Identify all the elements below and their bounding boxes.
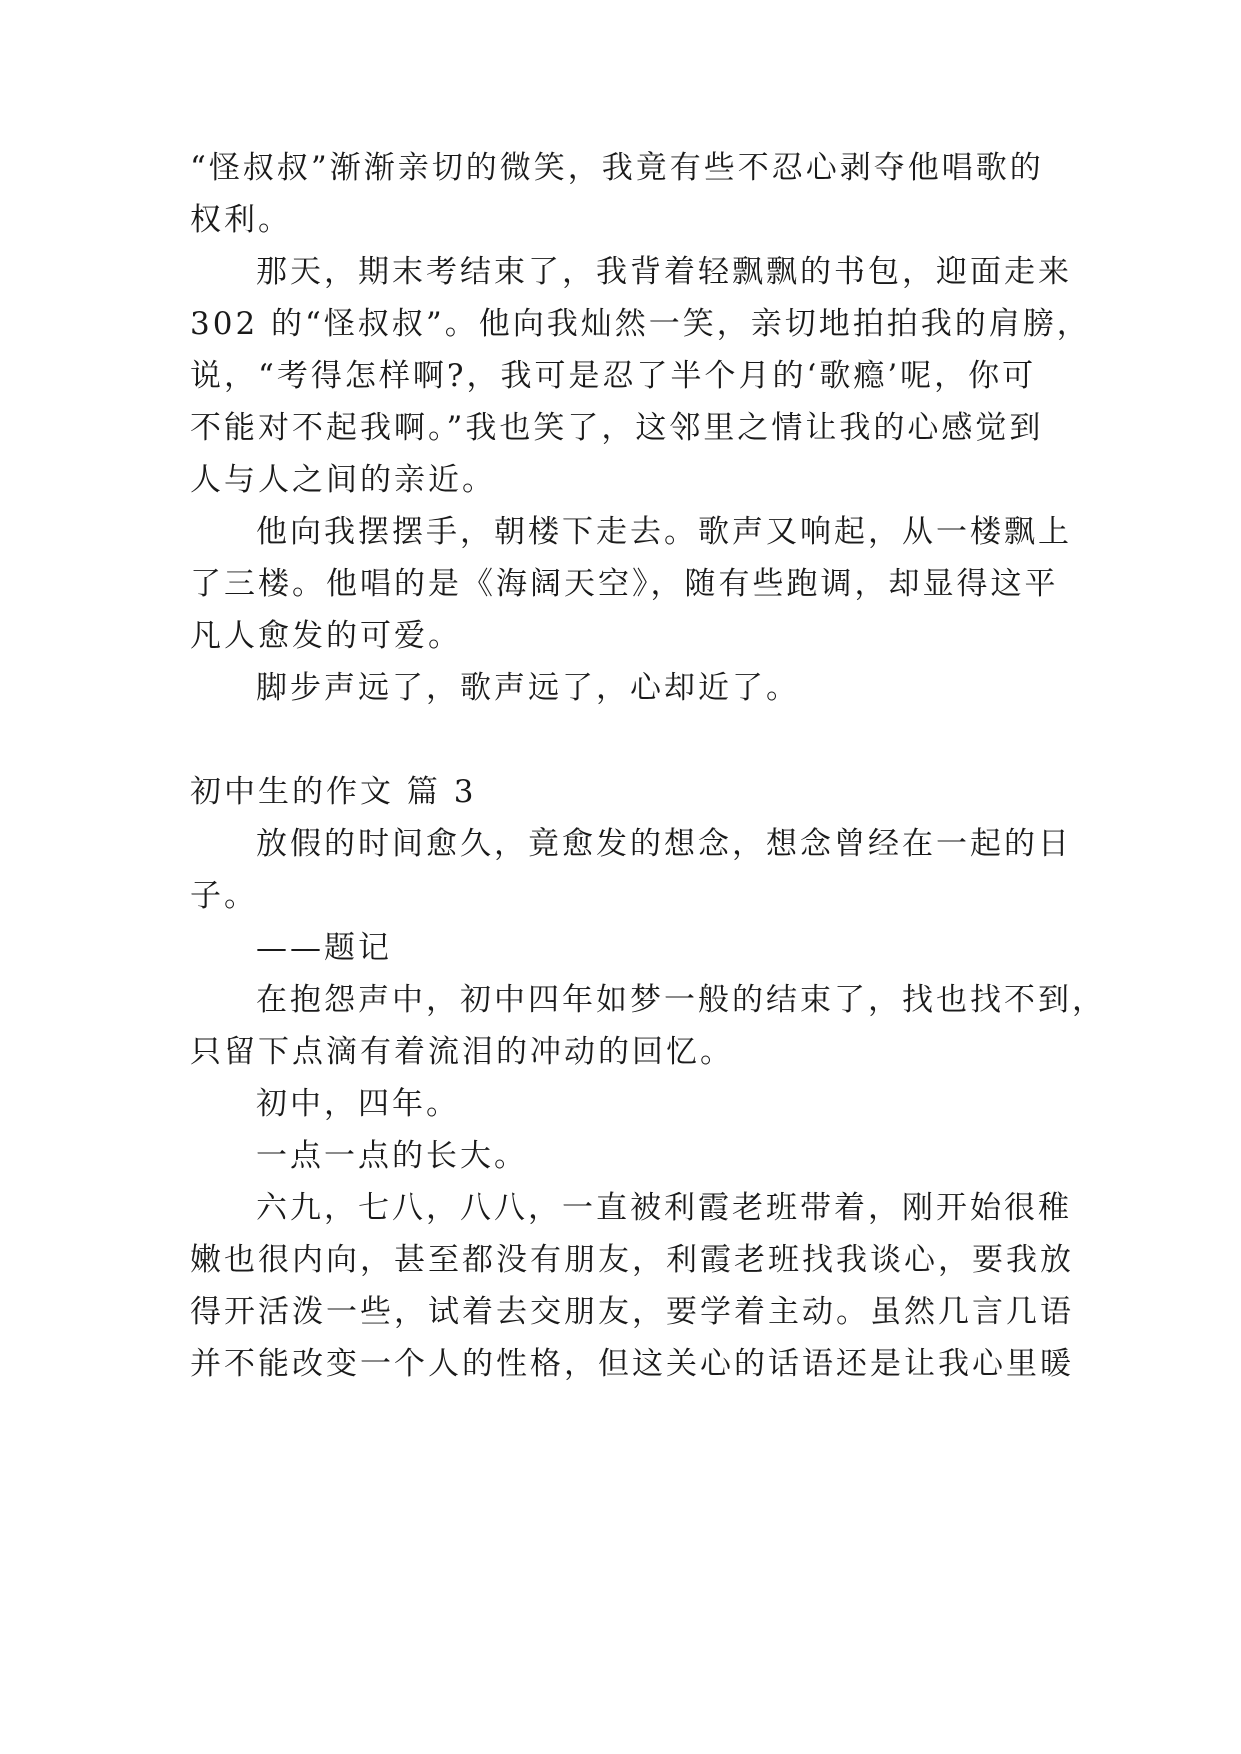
- text-line: 在抱怨声中，初中四年如梦一般的结束了，找也找不到，: [256, 982, 1106, 1018]
- text-line: 子。: [190, 878, 258, 914]
- text-line: 人与人之间的亲近。: [190, 462, 496, 498]
- text-line: 只留下点滴有着流泪的冲动的回忆。: [190, 1034, 734, 1070]
- text-line: 不能对不起我啊。”我也笑了，这邻里之情让我的心感觉到: [190, 410, 1044, 446]
- text-line: 六九，七八，八八，一直被利霞老班带着，刚开始很稚: [256, 1190, 1072, 1226]
- text-line: 说，“考得怎样啊?，我可是忍了半个月的‘歌瘾’呢，你可: [190, 358, 1037, 394]
- text-line: 脚步声远了，歌声远了，心却近了。: [256, 670, 800, 706]
- text-line: 凡人愈发的可爱。: [190, 618, 462, 654]
- epigraph-label: ——题记: [256, 930, 392, 966]
- text-line: 得开活泼一些，试着去交朋友，要学着主动。虽然几言几语: [190, 1294, 1074, 1330]
- text-line: 并不能改变一个人的性格，但这关心的话语还是让我心里暖: [190, 1346, 1074, 1382]
- text-line: 嫩也很内向，甚至都没有朋友，利霞老班找我谈心，要我放: [190, 1242, 1074, 1278]
- text-line: 初中，四年。: [256, 1086, 460, 1122]
- text-line: 一点一点的长大。: [256, 1138, 528, 1174]
- text-line: 权利。: [190, 202, 292, 238]
- text-line: “怪叔叔”渐渐亲切的微笑，我竟有些不忍心剥夺他唱歌的: [190, 150, 1044, 186]
- text-line: 那天，期末考结束了，我背着轻飘飘的书包，迎面走来: [256, 254, 1072, 290]
- text-line: 302 的“怪叔叔”。他向我灿然一笑，亲切地拍拍我的肩膀，: [190, 306, 1091, 342]
- text-line: 了三楼。他唱的是《海阔天空》，随有些跑调，却显得这平: [190, 566, 1059, 602]
- text-line: 放假的时间愈久，竟愈发的想念，想念曾经在一起的日: [256, 826, 1072, 862]
- text-line: 他向我摆摆手，朝楼下走去。歌声又响起，从一楼飘上: [256, 514, 1072, 550]
- section-heading: 初中生的作文 篇 3: [190, 774, 477, 810]
